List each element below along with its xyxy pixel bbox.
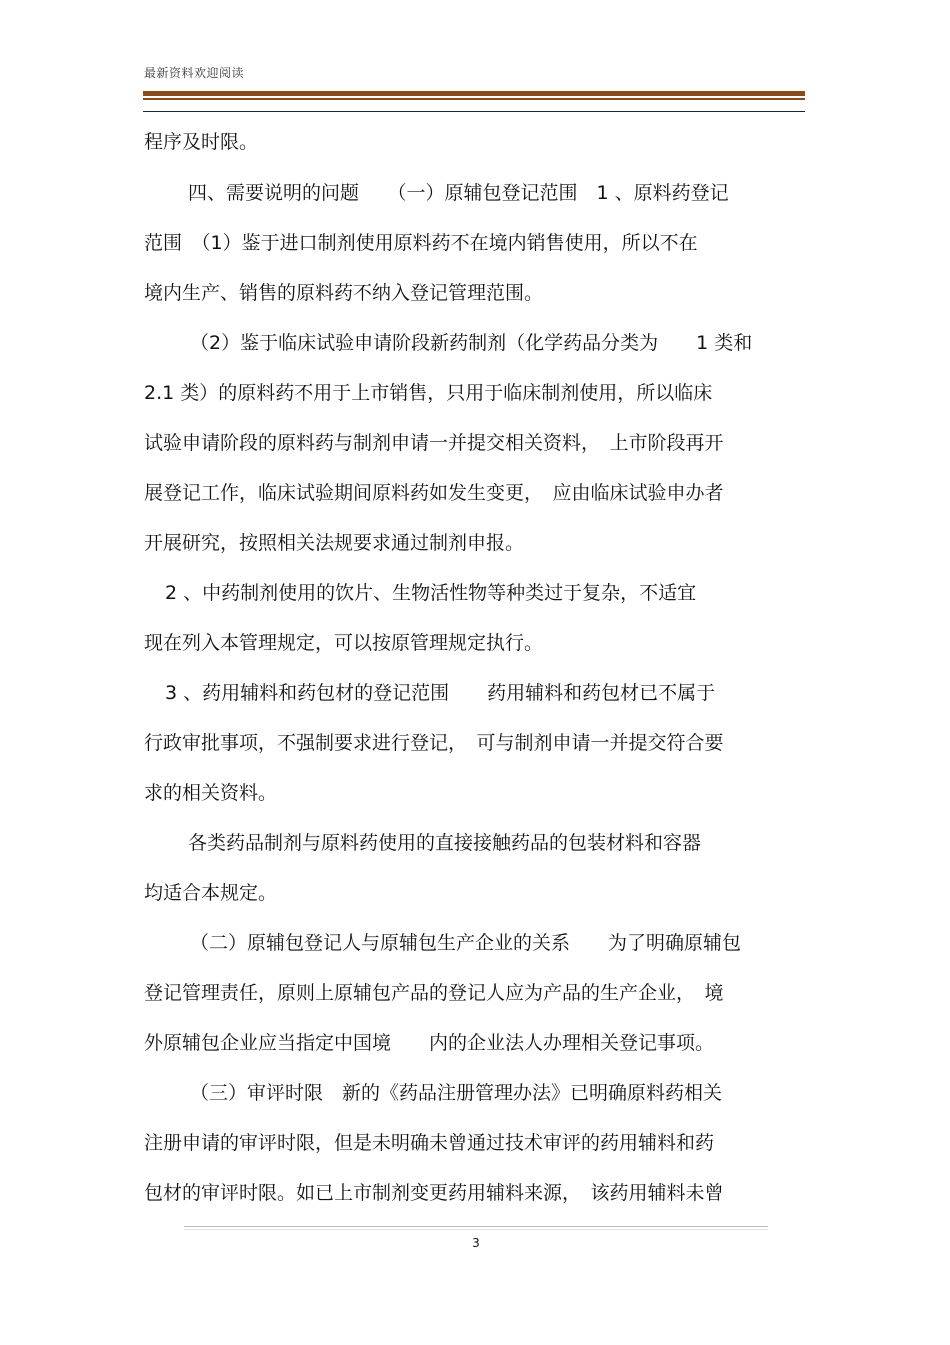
footer-rule-shadow (184, 1229, 768, 1230)
header-rule-thick (143, 91, 805, 96)
text-line: 现在列入本管理规定，可以按原管理规定执行。 (144, 632, 544, 654)
text-line: 境内生产、销售的原料药不纳入登记管理范围。 (144, 282, 544, 304)
text-line: 范围 （1）鉴于进口制剂使用原料药不在境内销售使用，所以不在 (144, 232, 698, 254)
text-line: 注册申请的审评时限，但是未明确未曾通过技术审评的药用辅料和药 (144, 1132, 715, 1154)
text-line: 包材的审评时限。如已上市制剂变更药用辅料来源， 该药用辅料未曾 (144, 1182, 724, 1204)
text-line: （三）审评时限 新的《药品注册管理办法》已明确原料药相关 (190, 1082, 723, 1104)
text-line: 均适合本规定。 (144, 882, 278, 904)
text-line: 外原辅包企业应当指定中国境 内的企业法人办理相关登记事项。 (144, 1032, 715, 1054)
text-line: （2）鉴于临床试验申请阶段新药制剂（化学药品分类为 1 类和 (190, 332, 753, 354)
page-number: 3 (472, 1236, 480, 1250)
text-line: 开展研究，按照相关法规要求通过制剂申报。 (144, 532, 525, 554)
header-rule-thin (143, 98, 805, 100)
text-line: 3 、药用辅料和药包材的登记范围 药用辅料和药包材已不属于 (165, 682, 716, 704)
text-line: 展登记工作，临床试验期间原料药如发生变更， 应由临床试验申办者 (144, 482, 724, 504)
header-text: 最新资料欢迎阅读 (144, 66, 245, 80)
text-line: 行政审批事项，不强制要求进行登记， 可与制剂申请一并提交符合要 (144, 732, 724, 754)
text-line: 各类药品制剂与原料药使用的直接接触药品的包装材料和容器 (188, 832, 702, 854)
text-line: 登记管理责任，原则上原辅包产品的登记人应为产品的生产企业， 境 (144, 982, 724, 1004)
footer-rule (184, 1226, 768, 1227)
text-line: 程序及时限。 (144, 131, 259, 153)
text-line: 四、需要说明的问题 （一）原辅包登记范围 1 、原料药登记 (188, 182, 729, 204)
text-line: 2 、中药制剂使用的饮片、生物活性物等种类过于复杂，不适宜 (165, 582, 697, 604)
text-line: 试验申请阶段的原料药与制剂申请一并提交相关资料， 上市阶段再开 (144, 432, 724, 454)
text-line: 2.1 类）的原料药不用于上市销售，只用于临床制剂使用，所以临床 (144, 382, 713, 404)
header-rule-base (143, 111, 805, 112)
text-line: 求的相关资料。 (144, 782, 278, 804)
text-line: （二）原辅包登记人与原辅包生产企业的关系 为了明确原辅包 (190, 932, 742, 954)
